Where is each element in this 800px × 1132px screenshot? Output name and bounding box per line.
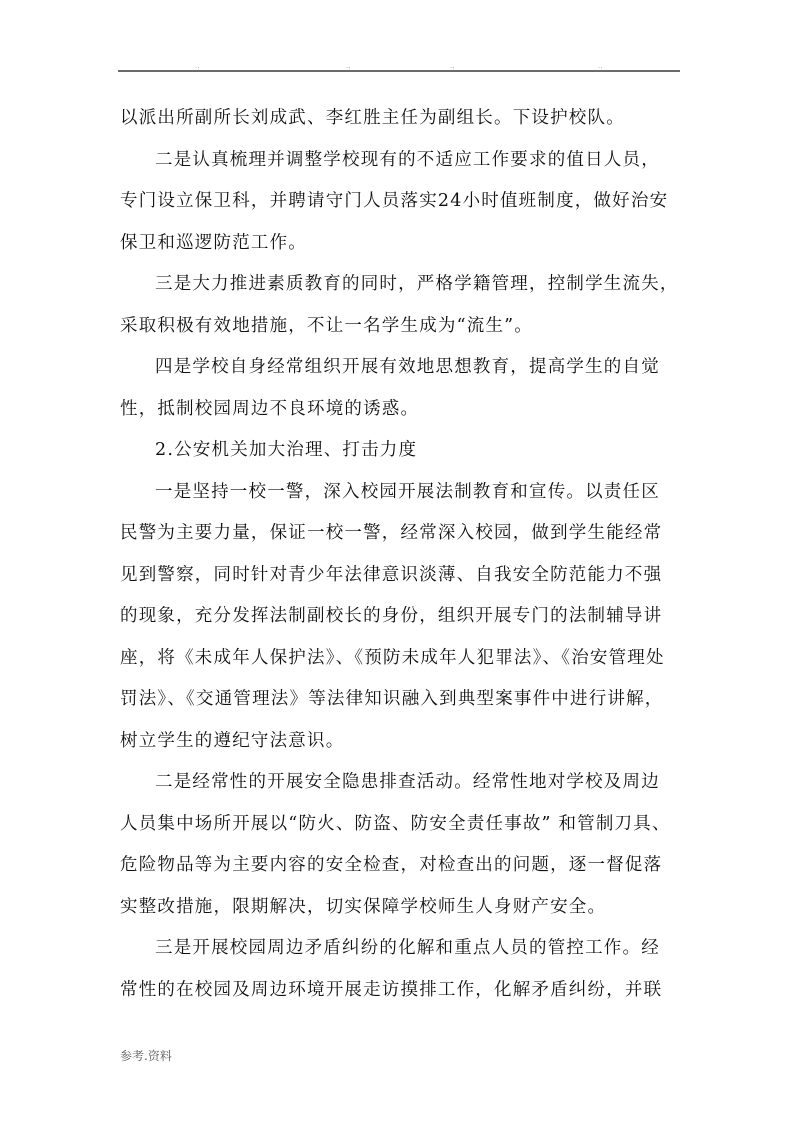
page-header-marks [0, 62, 800, 70]
text-line: 性，抵制校园周边不良环境的诱惑。 [120, 398, 420, 419]
text-line: 危险物品等为主要内容的安全检查，对检查出的问题，逐一督促落 [120, 855, 663, 875]
header-mark: .. [598, 62, 603, 70]
header-mark: .. [450, 62, 455, 70]
text-line: 二是认真梳理并调整学校现有的不适应工作要求的值日人员， [155, 149, 660, 170]
section-heading: 2.公安机关加大治理、打击力度 [155, 440, 418, 460]
text-line: 座，将《未成年人保护法》、《预防未成年人犯罪法》、《治安管理处 [120, 647, 665, 668]
header-mark: .. [195, 62, 200, 70]
text-line: 三是大力推进素质教育的同时，严格学籍管理，控制学生流失， [155, 274, 679, 294]
text-line: 见到警察，同时针对青少年法律意识淡薄、自我安全防范能力不强 [120, 564, 663, 585]
text-line: 罚法》、《交通管理法》等法律知识融入到典型案事件中进行讲解， [120, 689, 664, 709]
text-line: 树立学生的遵纪守法意识。 [120, 730, 345, 751]
text-line: 采取积极有效地措施，不让一名学生成为“流生”。 [120, 315, 533, 336]
header-mark: .. [346, 62, 351, 70]
text-line: 三是开展校园周边矛盾纠纷的化解和重点人员的管控工作。经 [155, 938, 660, 958]
text-line: 民警为主要力量，保证一校一警，经常深入校园，做到学生能经常 [120, 523, 663, 543]
text-line: 一是坚持一校一警，深入校园开展法制教育和宣传。以责任区 [155, 481, 660, 502]
text-line: 四是学校自身经常组织开展有效地思想教育，提高学生的自觉 [155, 357, 660, 377]
header-divider [118, 70, 680, 72]
text-line: 二是经常性的开展安全隐患排查活动。经常性地对学校及周边 [155, 772, 660, 792]
text-line: 常性的在校园及周边环境开展走访摸排工作，化解矛盾纠纷，并联 [120, 979, 663, 1000]
document-body [120, 98, 680, 1011]
page-footer: 参考.资料 [120, 1049, 172, 1063]
text-line: 保卫和巡逻防范工作。 [120, 232, 307, 253]
text-line: 实整改措施，限期解决，切实保障学校师生人身财产安全。 [120, 896, 607, 917]
text-line: 以派出所副所长刘成武、李红胜主任为副组长。下设护校队。 [120, 108, 625, 128]
text-line: 的现象，充分发挥法制副校长的身份，组织开展专门的法制辅导讲 [120, 606, 663, 626]
text-line: 人员集中场所开展以“防火、防盗、防安全责任事故” 和管制刀具、 [120, 813, 671, 834]
text-line: 专门设立保卫科，并聘请守门人员落实24小时值班制度，做好治安 [120, 191, 669, 211]
